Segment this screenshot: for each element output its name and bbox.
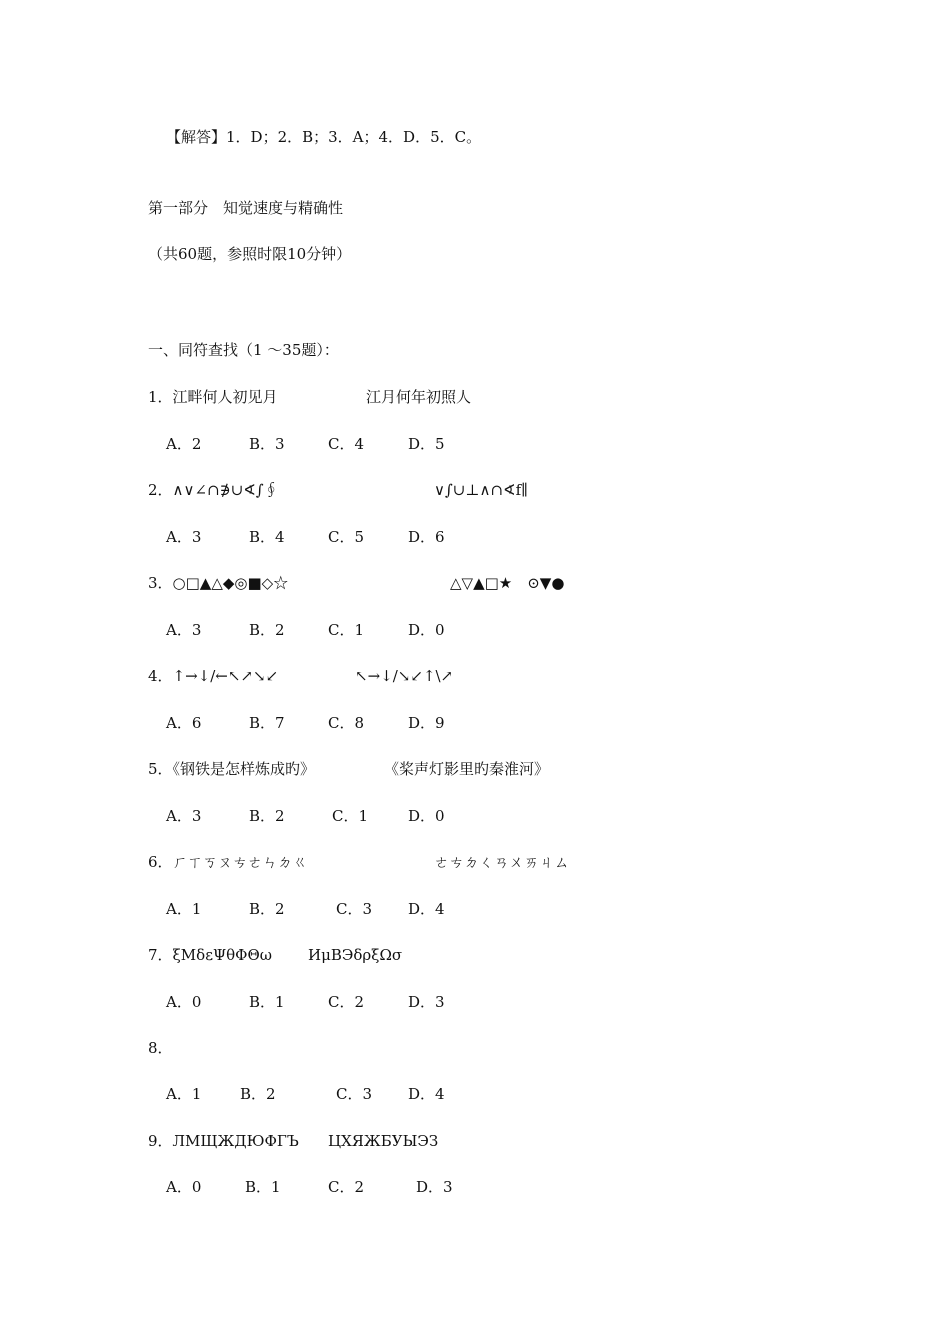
question-6-options	[166, 899, 566, 919]
option-a: A．1	[166, 900, 202, 918]
question-2	[148, 480, 848, 500]
option-a: A．0	[166, 1178, 202, 1196]
option-d: D．0	[408, 621, 445, 639]
option-a: A．3	[166, 528, 202, 546]
question-9-options	[166, 1177, 566, 1197]
option-d: D．4	[408, 1085, 445, 1103]
option-d: D．9	[408, 714, 445, 732]
option-d: D．6	[408, 528, 445, 546]
option-c: C．2	[328, 1178, 365, 1196]
option-b: B．3	[249, 435, 285, 453]
question-9	[148, 1131, 848, 1151]
question-5-options	[166, 806, 566, 826]
question-1	[148, 387, 848, 407]
section-title: 一、同符查找（1 ～35题）：	[148, 341, 339, 359]
option-d: D．5	[408, 435, 445, 453]
option-b: B．1	[249, 993, 285, 1011]
question-2-left: 2．∧∨∠∩∌∪∢∫∮	[148, 481, 279, 499]
option-b: B．2	[249, 900, 285, 918]
option-b: B．2	[240, 1085, 276, 1103]
question-1-options	[166, 434, 566, 454]
question-5-right: 《桨声灯影里旳秦淮河》	[384, 760, 550, 778]
question-4	[148, 666, 848, 686]
option-c: C．1	[332, 807, 369, 825]
option-c: C．8	[328, 714, 365, 732]
question-8-left: 8．	[148, 1039, 173, 1057]
option-d: D．4	[408, 900, 445, 918]
question-8	[148, 1038, 848, 1058]
question-1-right: 江月何年初照人	[366, 388, 472, 406]
question-9-left: 9．ЛМЩЖДЮФГЪ	[148, 1132, 299, 1150]
part-note: （共60题，参照时限10分钟）	[148, 245, 352, 263]
option-a: A．3	[166, 807, 202, 825]
option-c: C．5	[328, 528, 365, 546]
option-d: D．3	[408, 993, 445, 1011]
question-7	[148, 945, 848, 965]
question-6-right: ㄜㄘㄉㄑㄢㄨㄞㄐㄙ	[434, 853, 570, 871]
option-c: C．3	[336, 900, 373, 918]
option-a: A．3	[166, 621, 202, 639]
option-b: B．2	[249, 807, 285, 825]
option-b: B．1	[245, 1178, 281, 1196]
option-d: D．3	[416, 1178, 453, 1196]
question-5-left: 5．《钢铁是怎样炼成旳》	[148, 760, 316, 778]
question-7-options	[166, 992, 566, 1012]
question-7-right: ИμBЭδρξΩσ	[308, 946, 403, 964]
option-d: D．0	[408, 807, 445, 825]
question-3-left: 3．○□▲△◆◎■◇☆	[148, 574, 289, 592]
question-4-right: ↖→↓/↘↙↑\↗	[355, 667, 454, 685]
question-7-left: 7．ξMδεΨθΦΘω	[148, 946, 272, 964]
option-c: C．1	[328, 621, 365, 639]
option-a: A．2	[166, 435, 202, 453]
option-b: B．2	[249, 621, 285, 639]
option-a: A．0	[166, 993, 202, 1011]
question-3-right: △▽▲□★ ⊙▼●	[450, 574, 565, 592]
option-a: A．1	[166, 1085, 202, 1103]
question-4-left: 4．↑→↓/←↖↗↘↙	[148, 667, 279, 685]
question-2-right: ∨∫∪⊥∧∩∢f∥	[434, 481, 529, 499]
question-3-options	[166, 620, 566, 640]
option-a: A．6	[166, 714, 202, 732]
option-b: B．4	[249, 528, 285, 546]
part-title: 第一部分 知觉速度与精确性	[148, 199, 344, 217]
option-c: C．4	[328, 435, 365, 453]
question-2-options	[166, 527, 566, 547]
question-6	[148, 852, 848, 872]
question-9-right: ЦХЯЖБУЫЭЗ	[328, 1132, 439, 1150]
question-8-options	[166, 1084, 566, 1104]
question-1-left: 1．江畔何人初见月	[148, 388, 278, 406]
option-b: B．7	[249, 714, 285, 732]
question-3	[148, 573, 848, 593]
option-c: C．3	[336, 1085, 373, 1103]
question-4-options	[166, 713, 566, 733]
question-6-left: 6．ㄏㄒㄎㄡㄘㄜㄣㄉㄍ	[148, 853, 308, 871]
question-5	[148, 759, 848, 779]
answer-line: 【解答】1．D；2．B；3．A；4．D．5．C。	[166, 128, 482, 146]
option-c: C．2	[328, 993, 365, 1011]
